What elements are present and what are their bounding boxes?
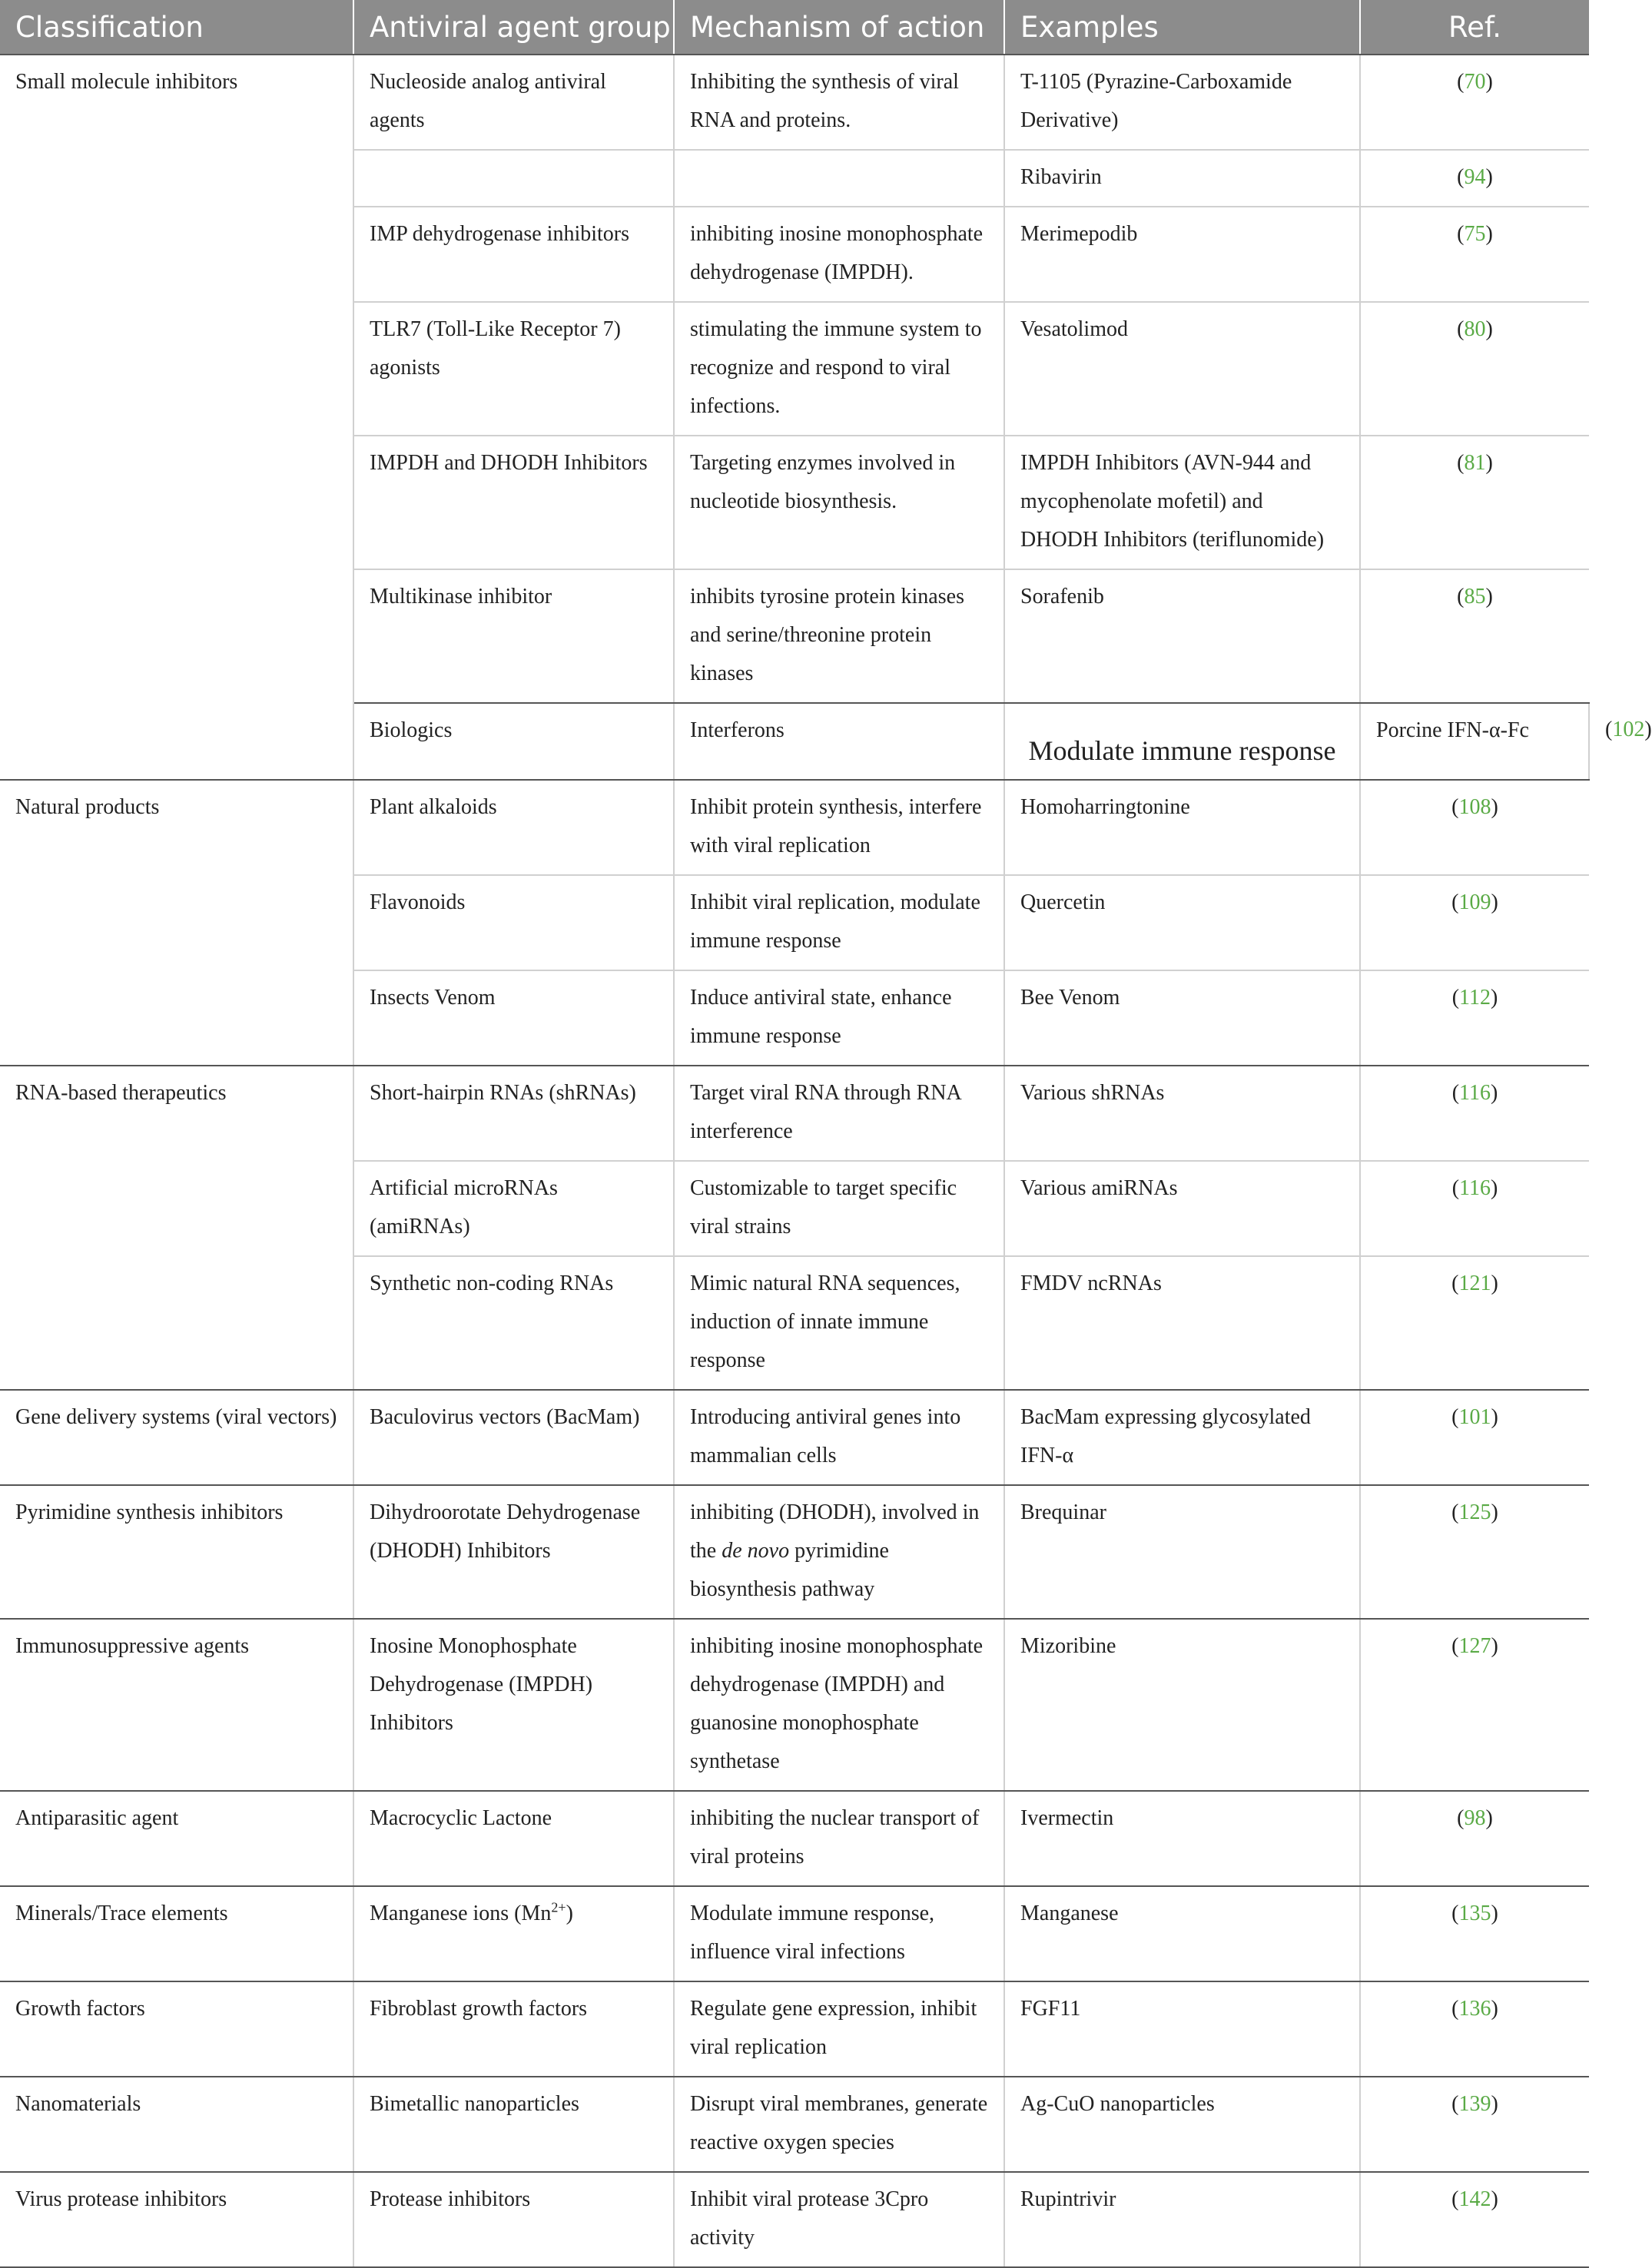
ref-cell: (116) (1360, 1161, 1589, 1256)
classification-cell: Immunosuppressive agents (0, 1619, 353, 1791)
mechanism-cell: inhibits tyrosine protein kinases and serine/threonine protein kinases (674, 569, 1004, 703)
mechanism-cell: Introducing antiviral genes into mammalian cells (674, 1390, 1004, 1485)
mechanism-cell: Disrupt viral membranes, generate reactive oxygen species (674, 2077, 1004, 2172)
ref-cell: (85) (1360, 569, 1589, 703)
group-cell: Interferons (674, 703, 1004, 780)
ref-link[interactable]: 85 (1464, 585, 1486, 608)
mechanism-cell: Mimic natural RNA sequences, induction of innate immune response (674, 1256, 1004, 1390)
group-cell: Flavonoids (353, 875, 674, 970)
group-cell: Inosine Monophosphate Dehydrogenase (IMPDH) Inhibitors (353, 1619, 674, 1791)
ref-cell: (81) (1360, 436, 1589, 569)
classification-cell: Pyrimidine synthesis inhibitors (0, 1485, 353, 1619)
group-cell: Artificial microRNAs (amiRNAs) (353, 1161, 674, 1256)
header-mechanism-of-action: Mechanism of action (674, 0, 1004, 55)
example-cell: Brequinar (1004, 1485, 1360, 1619)
ref-link[interactable]: 75 (1464, 222, 1486, 246)
ref-link[interactable]: 136 (1458, 1997, 1491, 2021)
ref-cell: (112) (1360, 970, 1589, 1066)
example-cell: Homoharringtonine (1004, 780, 1360, 875)
ref-link[interactable]: 94 (1464, 165, 1486, 189)
group-cell: Macrocyclic Lactone (353, 1791, 674, 1886)
table-row (0, 1619, 1589, 1791)
group-cell (353, 1886, 674, 1981)
ref-cell: (116) (1360, 1066, 1589, 1161)
classification-cell: Biologics (353, 703, 674, 780)
example-cell: T-1105 (Pyrazine-Carboxamide Derivative) (1004, 55, 1360, 150)
table-row (0, 55, 1589, 150)
group-cell: Nucleoside analog antiviral agents (353, 55, 674, 150)
ref-link[interactable]: 70 (1464, 70, 1486, 94)
ref-link[interactable]: 81 (1464, 451, 1486, 475)
ref-link[interactable]: 142 (1458, 2187, 1491, 2211)
ref-cell: (75) (1360, 207, 1589, 302)
example-cell: Porcine IFN-α-Fc (1360, 703, 1589, 780)
example-cell: Rupintrivir (1004, 2172, 1360, 2267)
table-row: Biologics Interferons Modulate immune response Porcine IFN-α-Fc (102) (0, 703, 1589, 780)
group-cell: Bimetallic nanoparticles (353, 2077, 674, 2172)
example-cell: Bee Venom (1004, 970, 1360, 1066)
ref-cell: (139) (1360, 2077, 1589, 2172)
example-cell: FMDV ncRNAs (1004, 1256, 1360, 1390)
group-text: Manganese ions (Mn (370, 1902, 552, 1925)
table-row (0, 1390, 1589, 1485)
mechanism-cell: Customizable to target specific viral strains (674, 1161, 1004, 1256)
ref-link[interactable]: 116 (1459, 1081, 1491, 1105)
table-row (0, 1981, 1589, 2077)
header-ref: Ref. (1360, 0, 1589, 55)
ref-link[interactable]: 127 (1458, 1634, 1491, 1658)
mechanism-text: inhibiting (DHODH), involved in the (690, 1500, 980, 1563)
ref-cell: (70) (1360, 55, 1589, 150)
mechanism-cell: Inhibit protein synthesis, interfere with viral replication (674, 780, 1004, 875)
group-cell: Protease inhibitors (353, 2172, 674, 2267)
table-row (0, 2172, 1589, 2267)
ref-cell: (121) (1360, 1256, 1589, 1390)
mechanism-cell: Regulate gene expression, inhibit viral replication (674, 1981, 1004, 2077)
group-text: ) (566, 1902, 573, 1925)
group-cell: Multikinase inhibitor (353, 569, 674, 703)
group-cell: Insects Venom (353, 970, 674, 1066)
header-examples: Examples (1004, 0, 1360, 55)
mechanism-cell: inhibiting the nuclear transport of viral proteins (674, 1791, 1004, 1886)
ref-cell: (136) (1360, 1981, 1589, 2077)
ref-cell: (101) (1360, 1390, 1589, 1485)
ref-link[interactable]: 108 (1458, 795, 1491, 819)
group-cell: IMPDH and DHODH Inhibitors (353, 436, 674, 569)
example-cell: Quercetin (1004, 875, 1360, 970)
classification-cell: Growth factors (0, 1981, 353, 2077)
group-cell (353, 150, 674, 207)
ref-link[interactable]: 125 (1458, 1500, 1491, 1524)
classification-cell: Gene delivery systems (viral vectors) (0, 1390, 353, 1485)
ref-link[interactable]: 121 (1458, 1272, 1491, 1295)
ref-cell: (108) (1360, 780, 1589, 875)
example-cell: Merimepodib (1004, 207, 1360, 302)
group-cell: Dihydroorotate Dehydrogenase (DHODH) Inhibitors (353, 1485, 674, 1619)
ref-link[interactable]: 112 (1459, 986, 1491, 1010)
mechanism-cell: Targeting enzymes involved in nucleotide biosynthesis. (674, 436, 1004, 569)
group-cell: Synthetic non-coding RNAs (353, 1256, 674, 1390)
example-cell: Various shRNAs (1004, 1066, 1360, 1161)
ref-link[interactable]: 101 (1458, 1405, 1491, 1429)
mechanism-cell (674, 150, 1004, 207)
ref-cell: (135) (1360, 1886, 1589, 1981)
example-cell: Manganese (1004, 1886, 1360, 1981)
group-cell: Short-hairpin RNAs (shRNAs) (353, 1066, 674, 1161)
mechanism-cell (674, 1485, 1004, 1619)
classification-cell: RNA-based therapeutics (0, 1066, 353, 1390)
table-row (0, 1886, 1589, 1981)
classification-cell: Natural products (0, 780, 353, 1066)
ref-link[interactable]: 102 (1612, 718, 1645, 741)
table-row (0, 1791, 1589, 1886)
header-classification: Classification (0, 0, 353, 55)
mechanism-cell: Inhibit viral replication, modulate immune response (674, 875, 1004, 970)
example-cell: Mizoribine (1004, 1619, 1360, 1791)
example-cell: Ribavirin (1004, 150, 1360, 207)
example-cell: Various amiRNAs (1004, 1161, 1360, 1256)
header-row (0, 0, 1589, 55)
ref-cell: (127) (1360, 1619, 1589, 1791)
table-row (0, 1485, 1589, 1619)
ref-cell: (109) (1360, 875, 1589, 970)
classification-cell: Small molecule inhibitors (0, 55, 353, 780)
table-row (0, 2077, 1589, 2172)
mechanism-cell: Modulate immune response (1004, 703, 1360, 780)
mechanism-italic: de novo (722, 1539, 790, 1563)
mechanism-cell: stimulating the immune system to recognize and respond to viral infections. (674, 302, 1004, 436)
mechanism-cell: Modulate immune response, influence viral infections (674, 1886, 1004, 1981)
classification-cell: Virus protease inhibitors (0, 2172, 353, 2267)
ref-link[interactable]: 98 (1464, 1806, 1486, 1830)
ref-link[interactable]: 135 (1458, 1902, 1491, 1925)
ref-link[interactable]: 80 (1464, 317, 1486, 341)
header-antiviral-agent-group: Antiviral agent group (353, 0, 674, 55)
group-cell: TLR7 (Toll-Like Receptor 7) agonists (353, 302, 674, 436)
classification-cell: Minerals/Trace elements (0, 1886, 353, 1981)
mechanism-cell: inhibiting inosine monophosphate dehydrogenase (IMPDH). (674, 207, 1004, 302)
mechanism-text: pyrimidine biosynthesis pathway (690, 1539, 889, 1601)
example-cell: Ivermectin (1004, 1791, 1360, 1886)
ref-cell: (80) (1360, 302, 1589, 436)
ref-cell: (98) (1360, 1791, 1589, 1886)
example-cell: IMPDH Inhibitors (AVN-944 and mycophenolate mofetil) and DHODH Inhibitors (teriflunomide) (1004, 436, 1360, 569)
superscript: 2+ (551, 1899, 566, 1915)
mechanism-cell: Induce antiviral state, enhance immune response (674, 970, 1004, 1066)
group-cell: Fibroblast growth factors (353, 1981, 674, 2077)
mechanism-cell: Inhibiting the synthesis of viral RNA and proteins. (674, 55, 1004, 150)
mechanism-cell: inhibiting inosine monophosphate dehydrogenase (IMPDH) and guanosine monophosphate synthetase (674, 1619, 1004, 1791)
ref-link[interactable]: 139 (1458, 2092, 1491, 2116)
example-cell: Sorafenib (1004, 569, 1360, 703)
group-cell: Baculovirus vectors (BacMam) (353, 1390, 674, 1485)
ref-cell: (125) (1360, 1485, 1589, 1619)
example-cell: FGF11 (1004, 1981, 1360, 2077)
group-cell: Plant alkaloids (353, 780, 674, 875)
example-cell: BacMam expressing glycosylated IFN-α (1004, 1390, 1360, 1485)
classification-cell: Antiparasitic agent (0, 1791, 353, 1886)
classification-cell: Nanomaterials (0, 2077, 353, 2172)
table-row (0, 1066, 1589, 1161)
example-cell: Ag-CuO nanoparticles (1004, 2077, 1360, 2172)
ref-link[interactable]: 116 (1459, 1176, 1491, 1200)
ref-link[interactable]: 109 (1458, 890, 1491, 914)
group-cell: IMP dehydrogenase inhibitors (353, 207, 674, 302)
ref-cell: (142) (1360, 2172, 1589, 2267)
table-row (0, 780, 1589, 875)
mechanism-cell: Target viral RNA through RNA interference (674, 1066, 1004, 1161)
ref-cell: (94) (1360, 150, 1589, 207)
example-cell: Vesatolimod (1004, 302, 1360, 436)
mechanism-cell: Inhibit viral protease 3Cpro activity (674, 2172, 1004, 2267)
